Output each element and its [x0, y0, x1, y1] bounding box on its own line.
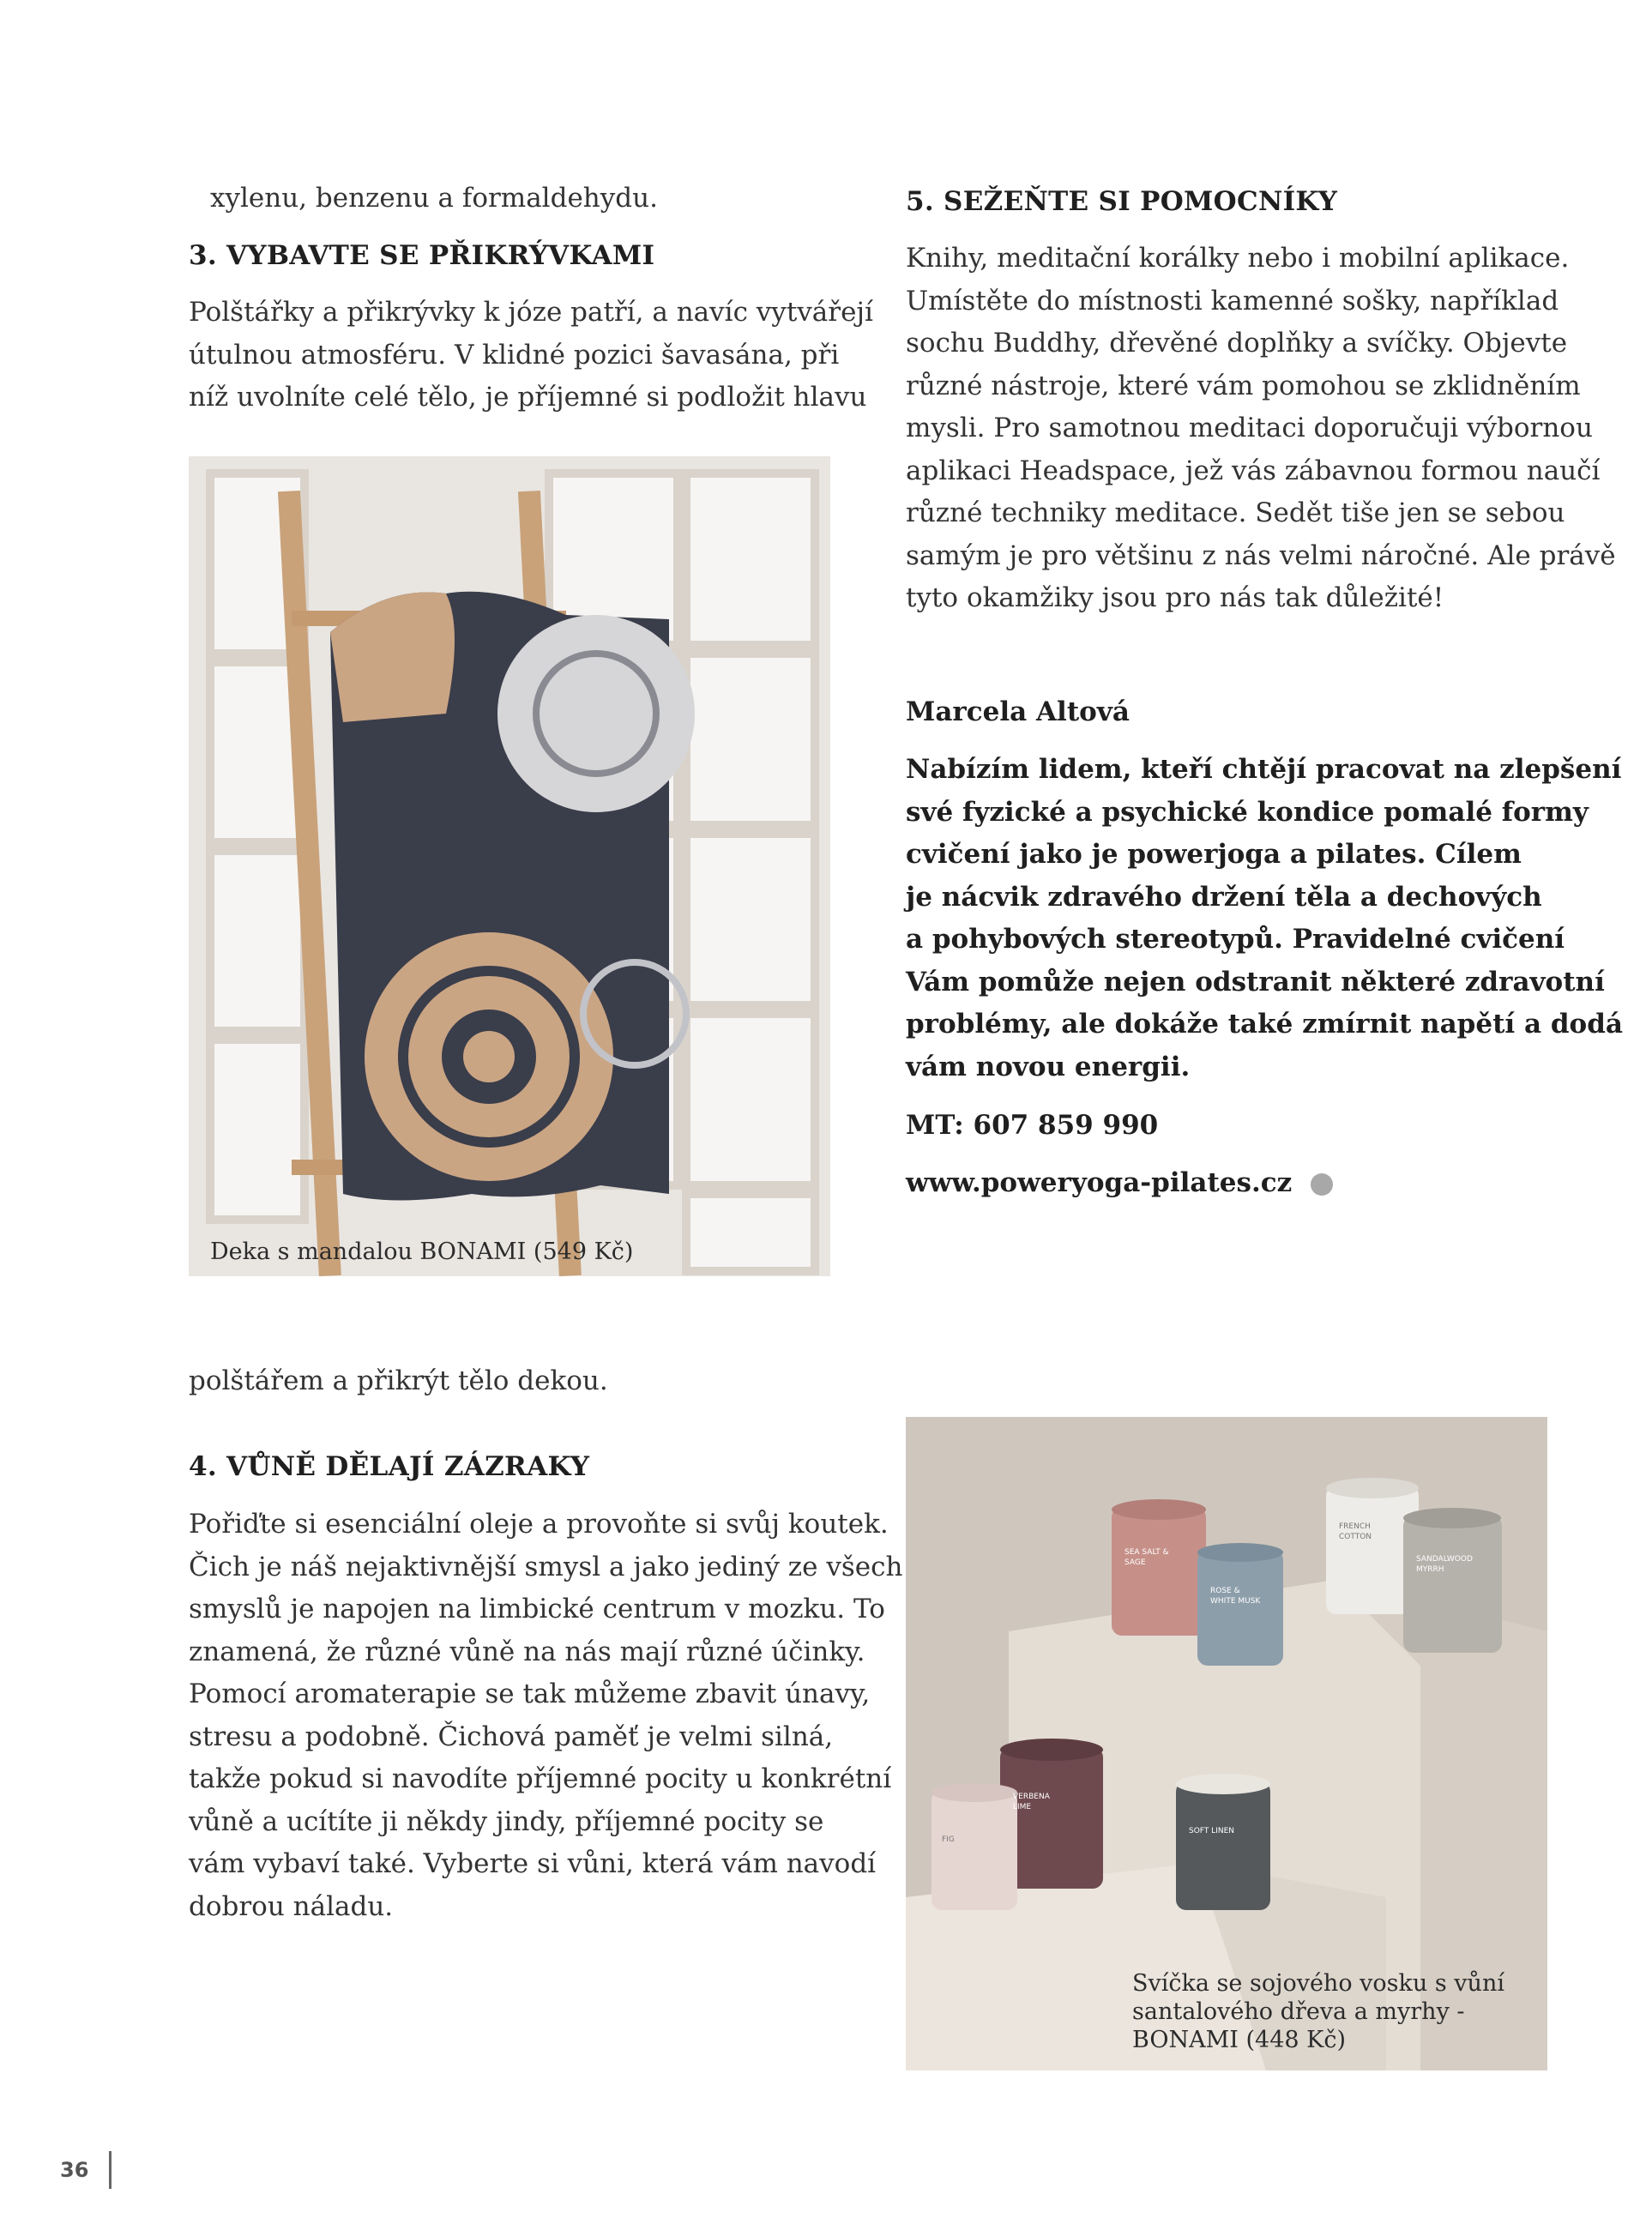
phone-number: MT: 607 859 990	[906, 1110, 1159, 1141]
section-5-line: sochu Buddhy, dřevěné doplňky a svíčky. Objevte	[906, 328, 1568, 359]
candle-label: VERBENA	[1013, 1793, 1050, 1801]
section-3-continuation: polštářem a přikrýt tělo dekou.	[189, 1365, 608, 1396]
section-4-heading: 4. VŮNĚ DĚLAJÍ ZÁZRAKY	[189, 1451, 590, 1482]
section-3-text	[189, 292, 873, 419]
section-5-line: Knihy, meditační korálky nebo i mobilní aplikace.	[906, 243, 1570, 274]
candles-caption-line: BONAMI (448 Kč)	[1132, 2027, 1346, 2053]
section-4-line: Pořiďte si esenciální oleje a provoňte si svůj koutek.	[189, 1509, 889, 1540]
section-5-line: Umístěte do místnosti kamenné sošky, například	[906, 285, 1559, 316]
candle-label: SANDALWOOD	[1416, 1555, 1473, 1564]
candle-soft-linen	[1176, 1781, 1270, 1910]
candle-label: FIG	[942, 1835, 955, 1844]
end-mark-dot-icon	[1311, 1173, 1333, 1196]
candle-label: COTTON	[1339, 1533, 1372, 1541]
intro-continuation-line: xylenu, benzenu a formaldehydu.	[210, 183, 658, 214]
candle-label: LIME	[1013, 1803, 1032, 1811]
section-4-line: Pomocí aromaterapie se tak můžeme zbavit únavy,	[189, 1679, 871, 1709]
blanket-photo	[189, 456, 830, 1276]
author-bio-line: své fyzické a psychické kondice pomalé formy	[906, 796, 1589, 828]
page-number-divider	[109, 2151, 112, 2189]
section-3-line: níž uvolníte celé tělo, je příjemné si podložit hlavu	[189, 382, 867, 413]
candle-label: SAGE	[1124, 1558, 1146, 1567]
section-3-line: Polštářky a přikrývky k józe patří, a navíc vytvářejí	[189, 297, 873, 328]
section-4-line: Čich je náš nejaktivnější smysl a jako jediný ze všech	[189, 1551, 903, 1582]
section-4-line: smyslů je napojen na limbické centrum v mozku. To	[189, 1594, 885, 1624]
candle-label: MYRRH	[1416, 1565, 1444, 1574]
section-5-line: tyto okamžiky jsou pro nás tak důležité!	[906, 582, 1444, 613]
section-3-heading: 3. VYBAVTE SE PŘIKRÝVKAMI	[189, 240, 655, 271]
candles-caption-line: Svíčka se sojového vosku s vůní	[1132, 1970, 1504, 1997]
section-5-line: aplikaci Headspace, jež vás zábavnou formou naučí	[906, 455, 1601, 486]
section-5-heading: 5. SEŽEŇTE SI POMOCNÍKY	[906, 186, 1338, 217]
author-bio-line: Nabízím lidem, kteří chtějí pracovat na zlepšení	[906, 754, 1622, 785]
candle-sea-salt	[1112, 1507, 1206, 1636]
candle-label: ROSE &	[1210, 1587, 1240, 1595]
section-4-line: znamená, že různé vůně na nás mají různé účinky.	[189, 1636, 865, 1667]
section-5-line: mysli. Pro samotnou meditaci doporučuji výbornou	[906, 413, 1593, 443]
page-number: 36	[60, 2158, 89, 2182]
candles-caption-line: santalového dřeva a myrhy -	[1132, 1998, 1465, 2025]
section-5-text	[906, 238, 1616, 620]
candle-rose	[1197, 1550, 1283, 1666]
section-4-line: takže pokud si navodíte příjemné pocity u konkrétní	[189, 1763, 892, 1794]
candle-label: FRENCH	[1339, 1522, 1371, 1531]
section-4-line: vůně a ucítíte ji někdy jindy, příjemné pocity se	[189, 1805, 824, 1837]
section-4-text	[189, 1504, 902, 1928]
author-bio	[906, 749, 1623, 1088]
section-4-line: vám vybaví také. Vyberte si vůni, která vám navodí	[189, 1848, 877, 1879]
website-link[interactable]: www.poweryoga-pilates.cz	[906, 1167, 1293, 1198]
author-bio-line: je nácvik zdravého držení těla a dechových	[906, 881, 1542, 913]
candle-fig	[932, 1790, 1017, 1910]
section-5-line: různé techniky meditace. Sedět tiše jen se sebou	[906, 497, 1565, 528]
candle-label: SOFT LINEN	[1189, 1827, 1234, 1835]
section-5-line: samým je pro většinu z nás velmi náročné. Ale právě	[906, 539, 1616, 571]
author-bio-line: a pohybových stereotypů. Pravidelné cvičení	[906, 924, 1565, 955]
website-row	[906, 1162, 1333, 1205]
candle-label: WHITE MUSK	[1210, 1597, 1261, 1606]
section-5-line: různé nástroje, které vám pomohou se zklidněním	[906, 370, 1581, 401]
section-4-line: dobrou náladu.	[189, 1890, 394, 1922]
candle-label: SEA SALT &	[1124, 1548, 1169, 1557]
section-3-line: útulnou atmosféru. V klidné pozici šavasána, při	[189, 339, 840, 371]
author-bio-line: Vám pomůže nejen odstranit některé zdravotní	[906, 966, 1605, 997]
blanket-photo-caption: Deka s mandalou BONAMI (549 Kč)	[210, 1239, 634, 1265]
author-bio-line: cvičení jako je powerjoga a pilates. Cílem	[906, 839, 1522, 870]
author-bio-line: vám novou energii.	[906, 1051, 1191, 1082]
candle-sandalwood	[1403, 1516, 1502, 1653]
author-bio-line: problémy, ale dokáže také zmírnit napětí a dodá	[906, 1009, 1623, 1040]
author-name: Marcela Altová	[906, 696, 1130, 727]
section-4-line: stresu a podobně. Čichová paměť je velmi silná,	[189, 1721, 834, 1752]
candles-photo-caption	[1132, 1969, 1504, 2054]
